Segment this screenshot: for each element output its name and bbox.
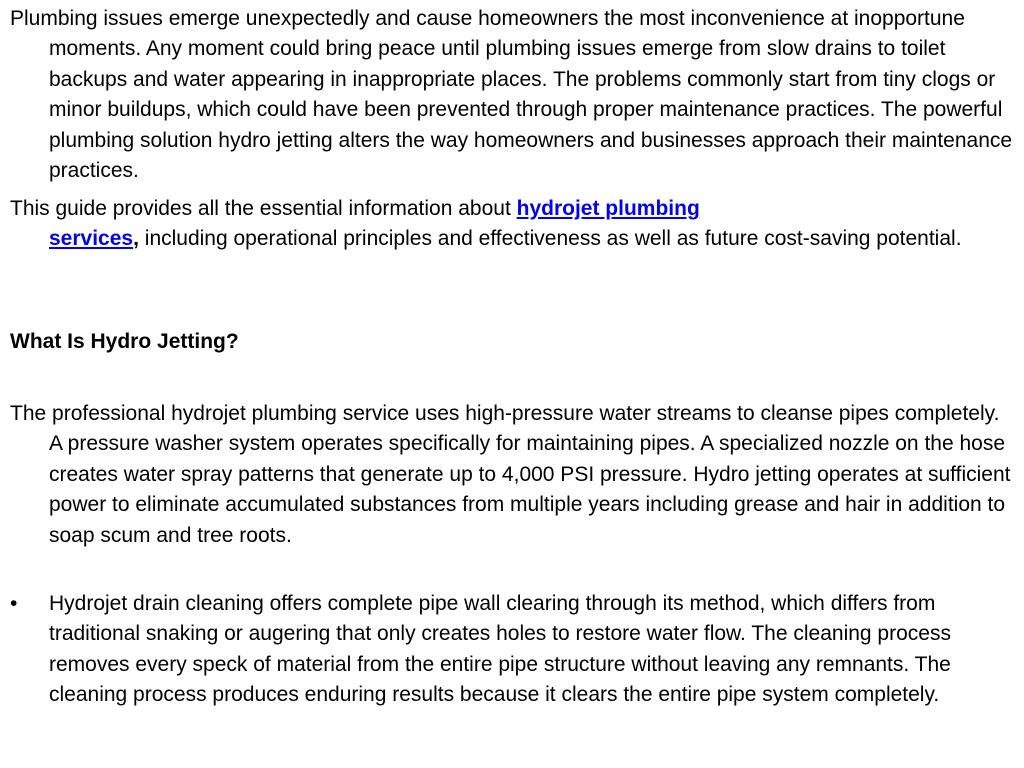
bullet-text: Hydrojet drain cleaning offers complete pipe wall clearing through its method, which differs from traditional snaking or augering that only creates holes to restore water flow. The cleaning process removes every speck of material from the entire pipe structure without leaving any remnants. The cleaning process produces enduring results because it clears the entire pipe system completely.: [49, 592, 951, 707]
section-heading: What Is Hydro Jetting?: [10, 330, 239, 353]
bullet-list-item: [10, 589, 1014, 711]
guide-paragraph-lead: This guide provides all the essential information about: [10, 197, 517, 220]
link-comma: ,: [133, 227, 139, 251]
hydro-jetting-paragraph: The professional hydrojet plumbing service uses high-pressure water streams to cleanse pipes completely. A pressure washer system operates specifically for maintaining pipes. A specialized nozzle on the hose creates water spray patterns that generate up to 4,000 PSI pressure. Hydro jetting operates at sufficient power to eliminate accumulated substances from multiple years including grease and hair in addition to soap scum and tree roots.: [10, 402, 1011, 547]
link-text-line1: hydrojet plumbing: [516, 197, 700, 220]
bullet-marker: •: [10, 592, 18, 615]
link-text-line2: services: [49, 227, 134, 251]
guide-paragraph-tail: including operational principles and effectiveness as well as future cost-saving potential.: [138, 227, 962, 251]
guide-paragraph: [10, 194, 1014, 255]
intro-paragraph: Plumbing issues emerge unexpectedly and cause homeowners the most inconvenience at inopportune moments. Any moment could bring peace until plumbing issues emerge from slow drains to toilet backups and water appearing in inappropriate places. The problems commonly start from tiny clogs or minor buildups, which could have been prevented through proper maintenance practices. The powerful plumbing solution hydro jetting alters the way homeowners and businesses approach their maintenance practices.: [10, 7, 1013, 183]
